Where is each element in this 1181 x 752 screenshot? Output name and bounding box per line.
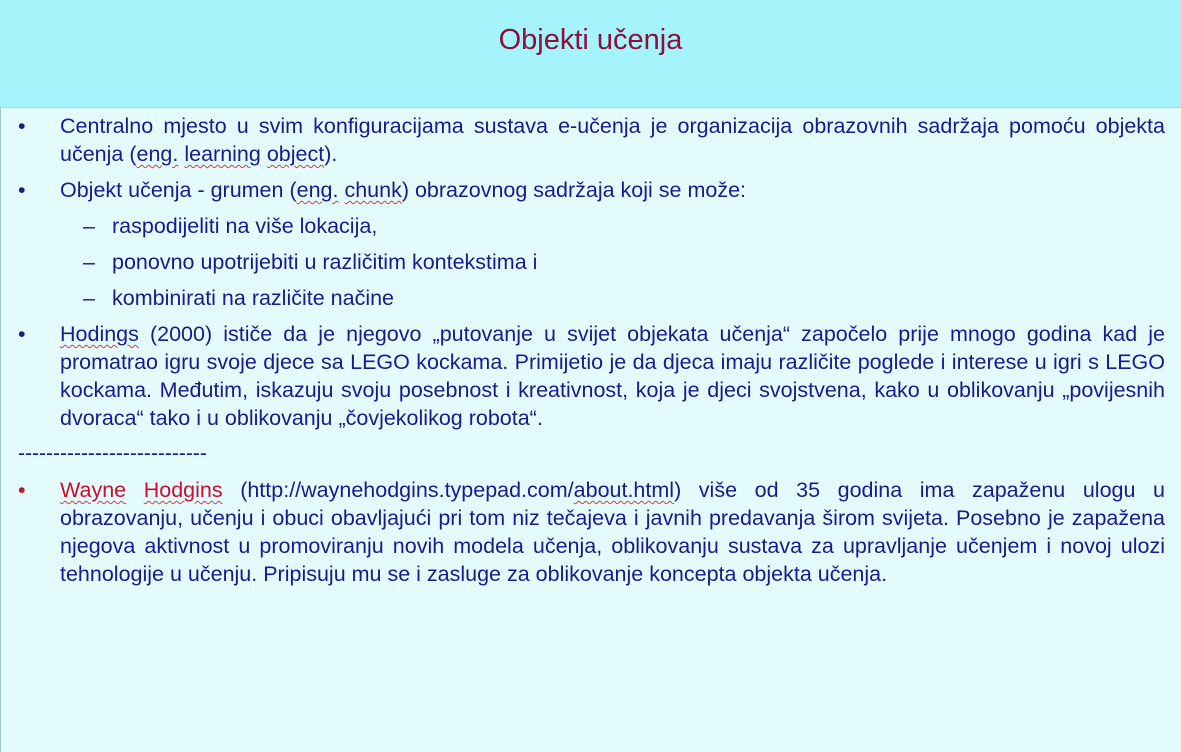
bullet-hodings-lego	[0, 320, 1181, 432]
spellcheck-word: Hodings	[60, 322, 139, 346]
text: ).	[324, 142, 338, 166]
slide-content	[0, 112, 1181, 588]
bullet-dot: •	[18, 478, 26, 502]
slide-title: Objekti učenja	[498, 24, 683, 56]
space	[126, 478, 144, 502]
spellcheck-word: about.html	[573, 478, 675, 502]
bullet-dot: •	[18, 114, 26, 138]
bullet-wayne-hodgins	[0, 476, 1181, 588]
spellcheck-word: eng.	[296, 178, 339, 202]
sub-dash: –	[83, 250, 95, 274]
text: kombinirati na različite načine	[112, 286, 395, 310]
sub-bullet-reuse	[0, 248, 1181, 276]
spellcheck-word: learning	[184, 142, 261, 166]
sub-dash: –	[83, 214, 95, 238]
bullet-dot: •	[18, 322, 26, 346]
sub-dash: –	[83, 286, 95, 310]
spellcheck-word: chunk	[344, 178, 402, 202]
title-bar	[0, 0, 1181, 108]
text: ) obrazovnog sadržaja koji se može:	[401, 178, 746, 202]
spellcheck-word: eng.	[136, 142, 179, 166]
bullet-dot: •	[18, 178, 26, 202]
sub-bullet-combine	[0, 284, 1181, 312]
bullet-learning-object-chunk	[0, 176, 1181, 204]
spellcheck-word: object	[266, 142, 325, 166]
separator-line: ---------------------------	[18, 442, 207, 465]
text: ponovno upotrijebiti u različitim kontekstima i	[112, 250, 538, 274]
sub-bullet-distribute	[0, 212, 1181, 240]
text: (2000) ističe da je njegovo „putovanje u svijet objekata učenja“ započelo prije mnogo godina kad je promatrao igru svoje djece sa LEGO kockama. Primijetio je da djeca imaju različite poglede i interese u igri s LEGO kockama. Međutim, iskazuju svoju posebnost i kreativnost, koja je djeci svojstvena, kako u oblikovanju „povijesnih dvoraca“ tako i u oblikovanju „čovjekolikog robota“.	[60, 322, 1165, 430]
author-surname: Hodgins	[143, 478, 223, 502]
author-name: Wayne	[60, 478, 127, 502]
text: raspodijeliti na više lokacija,	[112, 214, 378, 238]
text: ) više od 35 godina ima zapaženu ulogu u obrazovanju, učenju i obuci obavljajući pri tom niz tečajeva i javnih predavanja širom svijeta. Posebno je zapažena njegova aktivnost u promoviranju novih modela učenja, oblikovanju sustava za upravljanje učenjem i novoj ulozi tehnologije u učenju. Pripisuju mu se i zasluge za oblikovanje koncepta objekta učenja.	[60, 478, 1165, 586]
text: (http://waynehodgins.typepad.com/	[222, 478, 574, 502]
text: Objekt učenja - grumen (	[60, 178, 297, 202]
bullet-central-place	[0, 112, 1181, 168]
text: Centralno mjesto u svim konfiguracijama sustava e-učenja je organizacija obrazovnih sadržaja pomoću objekta učenja (	[60, 114, 1165, 166]
